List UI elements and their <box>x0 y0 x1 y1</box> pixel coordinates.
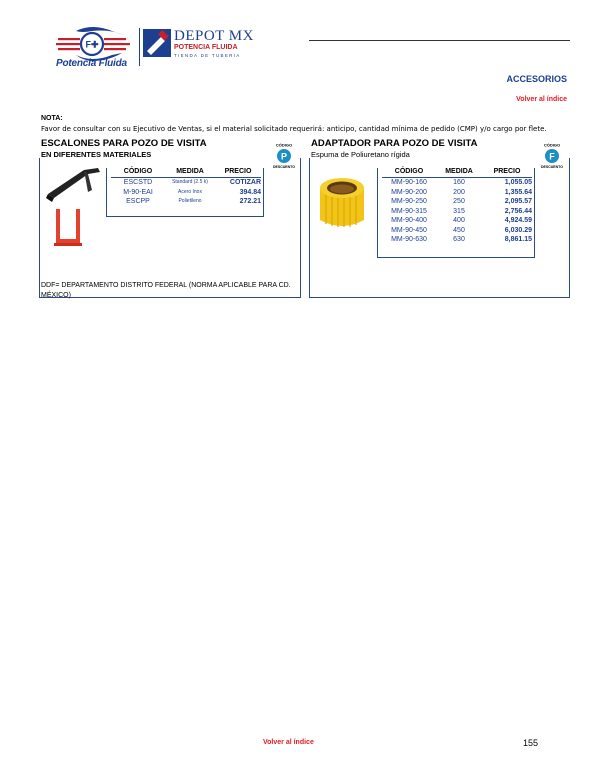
cell-price: 394.84 <box>239 188 261 196</box>
cell-price: 1,055.05 <box>504 179 532 186</box>
svg-text:DESCUENTO: DESCUENTO <box>541 165 563 169</box>
cell-size: 315 <box>453 207 465 215</box>
cell-code: MM-90-400 <box>391 217 427 224</box>
logo2-title: DEPOT MX <box>174 28 254 44</box>
table-row <box>382 178 532 188</box>
nota-label: NOTA: <box>41 115 63 122</box>
table-row <box>382 226 532 236</box>
cell-code: MM-90-160 <box>391 179 427 186</box>
table-row <box>382 207 532 217</box>
logo2-tagline: TIENDA DE TUBERIA <box>174 53 241 58</box>
svg-text:DESCUENTO: DESCUENTO <box>273 165 295 169</box>
manhole-adapter-image <box>316 172 368 230</box>
cell-size: 450 <box>453 226 465 234</box>
cell-size: 630 <box>453 236 465 243</box>
svg-text:F✚: F✚ <box>85 39 99 50</box>
logo-divider <box>139 28 140 66</box>
logo1-text: Potencia Fluida <box>56 58 127 69</box>
col-header-price: PRECIO <box>482 168 532 178</box>
cell-size: Polietileno <box>178 198 202 204</box>
svg-text:CÓDIGO: CÓDIGO <box>275 142 293 148</box>
cell-code: ESCPP <box>126 198 150 205</box>
cell-price: 6,030.29 <box>504 226 532 234</box>
header-rule <box>309 40 570 41</box>
discount-code-badge <box>538 141 566 169</box>
cell-code: MM-90-315 <box>391 207 427 215</box>
cell-code: ESCSTD <box>123 179 153 186</box>
table-row <box>111 178 261 188</box>
cell-price: 2,095.57 <box>504 198 532 205</box>
col-header-size: MEDIDA <box>165 168 215 178</box>
svg-text:CÓDIGO: CÓDIGO <box>543 142 561 148</box>
depot-mx-icon <box>143 29 171 57</box>
table-row <box>382 197 532 207</box>
cell-code: MM-90-250 <box>391 198 427 205</box>
cell-price: 1,355.64 <box>504 188 532 196</box>
col-header-price: PRECIO <box>215 168 261 178</box>
cell-size: 200 <box>453 188 465 196</box>
nota-text: Favor de consultar con su Ejecutivo de Ventas, si el material solicitado requerirá: anticipo, cantidad mínima de pedido (CMP) y/o cargo por flete. <box>41 125 547 133</box>
product-table-escalones <box>106 168 264 217</box>
product-table-adaptador <box>377 168 535 258</box>
col-header-code: CÓDIGO <box>111 168 165 178</box>
cell-size: Acero Inox <box>178 188 202 195</box>
cell-price: 4,924.59 <box>504 217 532 224</box>
cell-code: MM-90-200 <box>391 188 427 196</box>
footnote: DDF= DEPARTAMENTO DISTRITO FEDERAL (NORMA APLICABLE PARA CD. MÉXICO) <box>41 282 291 299</box>
back-to-index-link-footer[interactable]: Volver al índice <box>263 739 314 746</box>
cell-size: 160 <box>453 179 465 186</box>
table-row <box>382 216 532 226</box>
cell-size: 250 <box>453 198 465 205</box>
table-row <box>382 235 532 245</box>
product-subtitle: EN DIFERENTES MATERIALES <box>41 150 152 159</box>
manhole-step-black-image <box>44 164 102 204</box>
cell-code: M-90-EAI <box>123 188 153 196</box>
back-to-index-link[interactable]: Volver al índice <box>516 96 567 103</box>
svg-text:P: P <box>280 151 288 162</box>
discount-code-badge <box>270 141 298 169</box>
product-title: ESCALONES PARA POZO DE VISITA <box>41 138 207 149</box>
page-number: 155 <box>523 738 539 748</box>
table-row <box>382 188 532 198</box>
logo2-subtitle: POTENCIA FLUIDA <box>174 44 238 51</box>
cell-price: 8,861.15 <box>504 236 532 243</box>
cell-size: Standard (2.5 k) <box>172 179 208 185</box>
table-row <box>111 188 261 198</box>
manhole-step-red-image <box>52 209 84 247</box>
cell-code: MM-90-630 <box>391 236 427 243</box>
col-header-size: MEDIDA <box>436 168 482 178</box>
product-subtitle: Espuma de Poliuretano rígida <box>311 150 410 159</box>
cell-price: 2,756.44 <box>504 207 532 215</box>
product-title: ADAPTADOR PARA POZO DE VISITA <box>311 138 478 149</box>
cell-size: 400 <box>453 217 465 224</box>
svg-text:F: F <box>549 151 555 162</box>
cell-code: MM-90-450 <box>391 226 427 234</box>
section-title: ACCESORIOS <box>506 74 567 84</box>
table-row <box>111 197 261 207</box>
col-header-code: CÓDIGO <box>382 168 436 178</box>
cell-price: COTIZAR <box>229 179 261 186</box>
cell-price: 272.21 <box>239 198 261 205</box>
